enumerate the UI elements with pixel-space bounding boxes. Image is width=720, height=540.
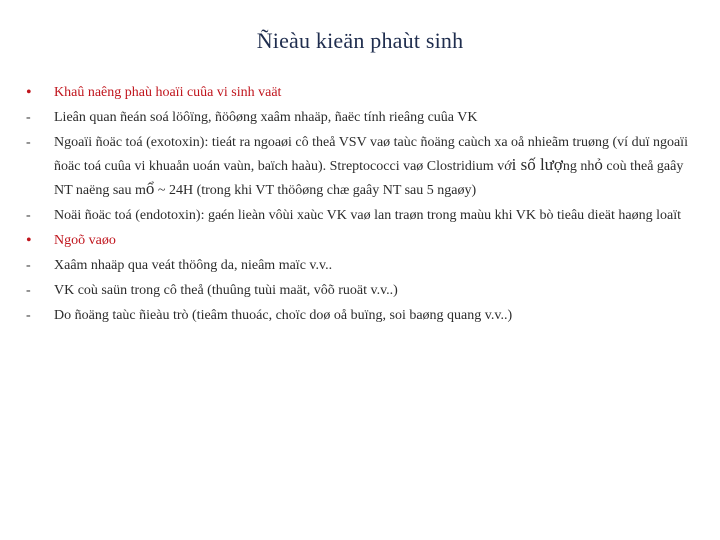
list-item-bullet-2 bbox=[26, 230, 698, 252]
bullet-list bbox=[26, 82, 698, 330]
dash-marker: - bbox=[26, 258, 31, 273]
list-item-text: Noäi ñoäc toá (endotoxin): gaén lieàn vôùi xaùc VK vaø lan traøn trong maùu khi VK bò tieâu dieät haøng loaït bbox=[54, 208, 681, 223]
list-item-dash-5 bbox=[26, 280, 698, 302]
list-item-dash-1 bbox=[26, 107, 698, 129]
dash-marker: - bbox=[26, 308, 31, 323]
text-part: Ngoaïi ñoäc toá (exotoxin): tieát ra ngoaøi cô theå VSV vaø taùc ñoäng caùch xa oå nhieãm truøng (ví duï ngoaïi ñoäc toá cuûa vi khuaån uoán vaùn, baïch haàu). Streptococci vaø Clostridium vớ bbox=[54, 135, 688, 174]
dash-marker: - bbox=[26, 110, 31, 125]
dash-marker: - bbox=[26, 135, 31, 150]
dash-marker: - bbox=[26, 283, 31, 298]
list-item-text: Lieân quan ñeán soá löôïng, ñöôøng xaâm nhaäp, ñaëc tính rieâng cuûa VK bbox=[54, 110, 478, 125]
list-item-text: Ngoõ vaøo bbox=[54, 233, 116, 248]
text-part: ỏ bbox=[594, 155, 603, 174]
list-item-bullet-1 bbox=[26, 82, 698, 104]
dash-marker: - bbox=[26, 208, 31, 223]
text-part: ổ bbox=[145, 179, 155, 198]
list-item-dash-3 bbox=[26, 205, 698, 227]
list-item-text: Do ñoäng taùc ñieàu trò (tieâm thuoác, choïc doø oå buïng, soi baøng quang v.v..) bbox=[54, 308, 513, 323]
text-part: ~ 24H (trong khi VT thöôøng chæ gaây NT sau 5 ngaøy) bbox=[154, 183, 477, 198]
list-item-text: Xaâm nhaäp qua veát thöông da, nieâm maïc v.v.. bbox=[54, 258, 333, 273]
list-item-dash-2 bbox=[26, 132, 698, 202]
list-item-dash-6 bbox=[26, 305, 698, 327]
list-item-text: Khaû naêng phaù hoaïi cuûa vi sinh vaät bbox=[54, 85, 282, 100]
list-item-dash-4 bbox=[26, 255, 698, 277]
text-part: số lượ bbox=[520, 155, 563, 174]
list-item-text bbox=[54, 132, 698, 202]
text-part: coù theå gaây NT naëng sau m bbox=[54, 159, 684, 198]
text-part: i bbox=[511, 155, 521, 174]
slide-title: Ñieàu kieän phaùt sinh bbox=[256, 28, 464, 53]
bullet-icon: • bbox=[26, 84, 32, 101]
list-item-text: VK coù saün trong cô theå (thuûng tuùi maät, vôõ ruoät v.v..) bbox=[54, 283, 398, 298]
text-part: ng nh bbox=[562, 159, 595, 174]
bullet-icon: • bbox=[26, 232, 32, 249]
